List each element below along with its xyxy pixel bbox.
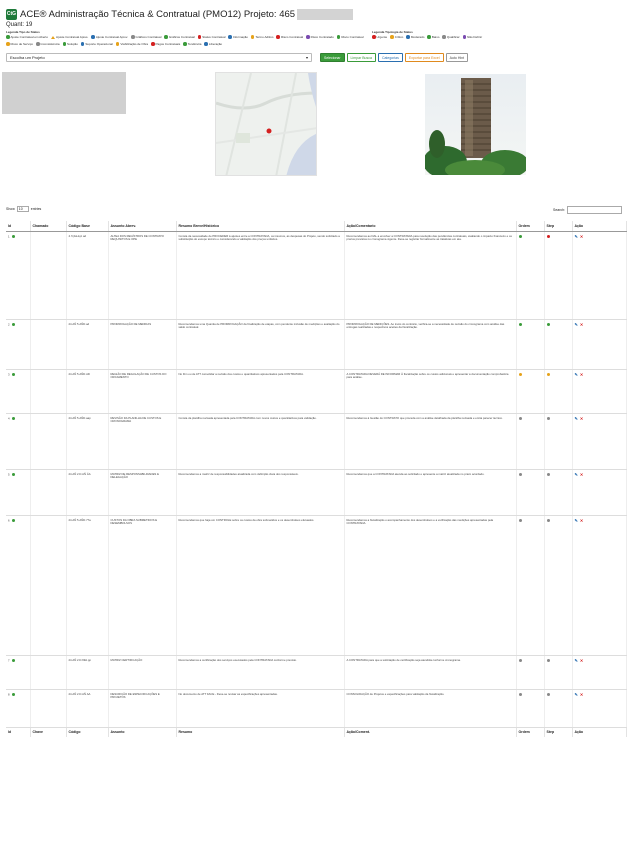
edit-icon[interactable]: ✎: [574, 657, 578, 663]
page-header: [6, 8, 353, 20]
project-select[interactable]: [6, 53, 312, 62]
legend-marker-icon: [81, 42, 85, 46]
legend-label: Ajuste Contratual Aprov.: [95, 35, 129, 39]
resumo-cell: Recomendamos a certificação dos serviços executados pela CONTRATADA conforme previsto.: [176, 655, 344, 689]
legend-marker-icon: [442, 35, 446, 39]
legend-item: [6, 35, 48, 39]
legend-marker-icon: [276, 35, 280, 39]
map-graphic: [216, 73, 317, 176]
ordem-cell: [516, 231, 544, 319]
status-indicator-icon: [519, 659, 523, 663]
actions-cell: [572, 655, 626, 689]
delete-icon[interactable]: ✕: [579, 321, 584, 327]
ordem-cell: [516, 515, 544, 655]
legend-label: Status Contratual: [202, 35, 226, 39]
delete-icon[interactable]: ✕: [579, 691, 584, 697]
entries-control: [6, 206, 41, 212]
page-title: ACE® Administração Técnica & Contratual (PMO12) Projeto: 465: [20, 8, 296, 20]
resumo-cell: No Fim ou de ATT consolidar a revisão dos custos e quantitativos apresentados pela CONTRATADA.: [176, 369, 344, 413]
status-indicator-icon: [519, 235, 523, 239]
status-indicator-icon: [547, 373, 551, 377]
legend-marker-icon: [198, 35, 202, 39]
edit-icon[interactable]: ✎: [574, 517, 578, 523]
status-indicator-icon: [547, 473, 551, 477]
status-indicator-icon: [547, 693, 551, 697]
legend-item: [390, 35, 403, 39]
status-dot-icon: [12, 659, 16, 663]
status-dot-icon: [12, 693, 16, 697]
row-id: 8: [8, 691, 10, 696]
categories-button[interactable]: Categorias: [378, 53, 403, 62]
code-cell: 24.AÑ 2.D.AÑ AA: [66, 689, 108, 727]
acao-cell: Recomendamos à Gestão do CONTRATO que proceda com a análise detalhada da planilha revisada e emita parecer técnico.: [344, 413, 516, 469]
legend-item: [427, 35, 439, 39]
legend-marker-icon: [116, 42, 120, 46]
clear-search-button[interactable]: Limpar Busca: [347, 53, 376, 62]
legend-label: Suporte Operacional: [85, 42, 113, 46]
step-cell: [544, 231, 572, 319]
delete-icon[interactable]: ✕: [579, 415, 584, 421]
legend-item: [337, 35, 364, 39]
legend-item: [131, 35, 161, 39]
status-indicator-icon: [519, 323, 523, 327]
legend-marker-icon: [228, 35, 232, 39]
column-header[interactable]: Assunto Abrev.: [108, 221, 176, 231]
legend-marker-icon: [63, 42, 67, 46]
legend-label: Moderado: [410, 35, 425, 39]
delete-icon[interactable]: ✕: [579, 517, 584, 523]
legend-marker-icon: [91, 35, 95, 39]
edit-icon[interactable]: ✎: [574, 471, 578, 477]
ordem-cell: [516, 319, 544, 369]
legend-item: [251, 35, 274, 39]
legend-marker-icon: [131, 35, 135, 39]
legend-item: [228, 35, 248, 39]
footer-column-header: Ação/Coment.: [344, 727, 516, 737]
acao-cell: PRORROGAÇÃO DE MEDIÇÕES. Ao invés do contrário, verifica-se a necessidade de revisão do cronograma com análise das entregas realizadas e respectivos aceites da fiscalização.: [344, 319, 516, 369]
legend-item: [81, 42, 113, 46]
code-cell: 24.AÑ 5.AÑD.77a: [66, 515, 108, 655]
legend-label: Tendência: [187, 42, 202, 46]
row-id: 6: [8, 517, 10, 522]
footer-column-header: Ordem: [516, 727, 544, 737]
ticket-cell: [30, 469, 66, 515]
resumo-cell: No documento de ATT FACE - Deve-se revisar as especificações apresentadas.: [176, 689, 344, 727]
chevron-down-icon: ▾: [305, 55, 308, 60]
actions-cell: [572, 515, 626, 655]
legend-item: [442, 35, 459, 39]
table-row[interactable]: [6, 369, 626, 413]
legend-item: [164, 35, 194, 39]
actions-cell: [572, 319, 626, 369]
resumo-cell: Consta da necessidade de PROCEDER à ajustes entre a CONTRATADA, os insumos, as despesas do Projeto, sendo solicitado a substituição do escopo técnico e considerando a validação dos preços unitários.: [176, 231, 344, 319]
subject-cell: MATRIZ CERTIFICAÇÃO: [108, 655, 176, 689]
footer-column-header: Resumo: [176, 727, 344, 737]
status-indicator-icon: [519, 519, 523, 523]
status-dot-icon: [12, 519, 16, 523]
legend-label: Solução: [67, 42, 78, 46]
legend-label: Gráficos Contratual: [168, 35, 195, 39]
table-body: [6, 231, 626, 727]
legend-marker-icon: [390, 35, 394, 39]
legend-label: Baixo: [431, 35, 440, 39]
status-indicator-icon: [547, 235, 551, 239]
status-indicator-icon: [519, 473, 523, 477]
legend-item: [372, 35, 387, 39]
table-search: [553, 206, 622, 214]
building-graphic: [425, 74, 526, 175]
legend-item: [306, 35, 334, 39]
legend-item: [116, 42, 148, 46]
legend-marker-icon: [6, 35, 10, 39]
legend-item: [36, 42, 60, 46]
row-id: 3: [8, 371, 10, 376]
footer-column-header: Ação: [572, 727, 626, 737]
legend-item: [463, 35, 483, 39]
table-header: [6, 221, 626, 231]
column-header[interactable]: Chamado: [30, 221, 66, 231]
footer-column-header: Chave: [30, 727, 66, 737]
ordem-cell: [516, 413, 544, 469]
legend-label: Qualificar: [446, 35, 460, 39]
step-cell: [544, 515, 572, 655]
row-id: 5: [8, 471, 10, 476]
acao-cell: A CONTRATADA para que a solicitação de certificação seja atendida conforme cronograma.: [344, 655, 516, 689]
quantity-label: Quant: 19: [6, 22, 33, 28]
row-id: 1: [8, 233, 10, 238]
legend-item: [63, 42, 78, 46]
code-cell: 24.AÑ 5.AÑD.ad: [66, 319, 108, 369]
actions-cell: [572, 689, 626, 727]
step-cell: [544, 319, 572, 369]
entries-select[interactable]: 10: [17, 206, 29, 212]
legend-item: [276, 35, 303, 39]
step-cell: [544, 689, 572, 727]
search-input[interactable]: [567, 206, 622, 214]
footer-column-header: Step: [544, 727, 572, 737]
row-id-cell: [6, 655, 30, 689]
legend-marker-icon: [251, 35, 255, 39]
legend-label: Gráficos Contratual: [135, 35, 162, 39]
actions-cell: [572, 469, 626, 515]
table-row[interactable]: [6, 413, 626, 469]
legend-label: Informação: [232, 35, 248, 39]
actions-cell: [572, 369, 626, 413]
legend-label: Termo Aditivo: [255, 35, 274, 39]
footer-column-header: Id: [6, 727, 30, 737]
status-indicator-icon: [547, 417, 551, 421]
status-type-legend: [6, 30, 366, 46]
edit-icon[interactable]: ✎: [574, 691, 578, 697]
legend-item: [183, 42, 201, 46]
legend-marker-icon: [151, 42, 155, 46]
legend-marker-icon: [306, 35, 310, 39]
delete-icon[interactable]: ✕: [579, 657, 584, 663]
legend-item: [6, 42, 33, 46]
redacted-image: [2, 72, 126, 114]
column-header[interactable]: Id: [6, 221, 30, 231]
delete-icon[interactable]: ✕: [579, 233, 584, 239]
legend-marker-icon: [6, 42, 10, 46]
status-indicator-icon: [547, 519, 551, 523]
entries-label-post: entries: [30, 207, 42, 211]
legend-marker-icon: [463, 35, 467, 39]
ticket-cell: [30, 689, 66, 727]
ordem-cell: [516, 689, 544, 727]
legend-item: [204, 42, 222, 46]
code-cell: 24.AÑ 2.D.99A.pp: [66, 655, 108, 689]
edit-icon[interactable]: ✎: [574, 415, 578, 421]
column-header[interactable]: Step: [544, 221, 572, 231]
table-footer: [6, 727, 626, 737]
resumo-cell: Consta da planilha revisada apresentada pela CONTRATADA com novos custos e quantitativos para validação.: [176, 413, 344, 469]
row-id-cell: [6, 515, 30, 655]
legend-label: Risco Contratual: [280, 35, 304, 39]
step-cell: [544, 469, 572, 515]
status-indicator-icon: [519, 693, 523, 697]
acao-cell: Recomendamos ao DAL a envolver a CONTRATADA para resolução das pendências contratuais, avaliando o impacto financeiro e os prazos previstos no cronograma vigente. Deve-se registrar formalmente as tratativas em ata.: [344, 231, 516, 319]
acao-cell: Recomendamos a fiscalização o acompanhamento dos desembolsos e a verificação das medições apresentadas pela CONTRATADA.: [344, 515, 516, 655]
auto-hint-button[interactable]: Auto Hint: [446, 53, 468, 62]
toolbar: [320, 53, 468, 62]
ticket-cell: [30, 413, 66, 469]
row-id: 2: [8, 321, 10, 326]
delete-icon[interactable]: ✕: [579, 471, 584, 477]
resumo-cell: Recomendamos uma Quantia de PRORROGAÇÃO da finalização de etapas, com pendente inclusão de medições e avaliação do saldo contratual.: [176, 319, 344, 369]
row-id-cell: [6, 689, 30, 727]
edit-icon[interactable]: ✎: [574, 321, 578, 327]
legend-marker-icon: [337, 35, 341, 39]
app-logo: CtG: [6, 9, 17, 20]
actions-cell: [572, 231, 626, 319]
subject-cell: ALTEA DOS REGÍSTROS DE CONTRATO REQUISITOS E OPE: [108, 231, 176, 319]
ticket-cell: [30, 515, 66, 655]
ticket-cell: [30, 369, 66, 413]
row-id-cell: [6, 369, 30, 413]
legend-marker-icon: [164, 35, 168, 39]
legend-marker-icon: [183, 42, 187, 46]
legend-marker-icon: [36, 42, 40, 46]
ordem-cell: [516, 655, 544, 689]
legend-label: Crítico: [394, 35, 404, 39]
column-header[interactable]: Ação/Comentario: [344, 221, 516, 231]
code-cell: 24.AÑ 5.AÑD.AD: [66, 369, 108, 413]
acao-cell: A CONTRATADA DEVERÁ DE INFORMAR À fiscalização sobre os custos adicionais e apresentar a documentação comprobatória para análise.: [344, 369, 516, 413]
subject-cell: MATRIZ DE RESPONSABILIDADES E DELEGAÇÃO: [108, 469, 176, 515]
resumo-cell: Recomendamos a matriz de responsabilidades atualizada com definição clara dos responsáveis.: [176, 469, 344, 515]
table-row[interactable]: [6, 319, 626, 369]
status-dot-icon: [12, 417, 16, 421]
legend-title: Legenda Tipo de Status: [6, 30, 40, 34]
legend-item: [198, 35, 226, 39]
ordem-cell: [516, 469, 544, 515]
subject-cell: DESCRIÇÃO DE ESPECIFICAÇÕES E PROJETOS: [108, 689, 176, 727]
table-row[interactable]: [6, 655, 626, 689]
legend-marker-icon: [51, 36, 55, 39]
entries-label: Show: [6, 207, 15, 211]
edit-icon[interactable]: ✎: [574, 233, 578, 239]
resumo-cell: Recomendamos que haja um CONTROLE sobre os custos da obra submetidos e os desembolsos efetuados.: [176, 515, 344, 655]
subject-cell: PRORROGAÇÃO DE MEDIDAS: [108, 319, 176, 369]
ticket-cell: [30, 319, 66, 369]
actions-cell: [572, 413, 626, 469]
acao-cell: CONSOLIDAÇÃO de Projetos e especificações para validação da fiscalização.: [344, 689, 516, 727]
subject-cell: REVISÃO DA PLANILHA DE CUSTOS E CRONOGRAMA: [108, 413, 176, 469]
location-map[interactable]: [215, 72, 317, 176]
table-row[interactable]: [6, 515, 626, 655]
status-dot-icon: [12, 373, 16, 377]
legend-item: [151, 42, 180, 46]
legend-label: Urgente: [376, 35, 388, 39]
ticket-cell: [30, 231, 66, 319]
delete-icon[interactable]: ✕: [579, 371, 584, 377]
row-id-cell: [6, 413, 30, 469]
legend-marker-icon: [427, 35, 431, 39]
legend-label: Risco Contratual: [341, 35, 364, 39]
table-row[interactable]: [6, 689, 626, 727]
legend-label: Viabilização de Obra: [120, 42, 149, 46]
status-typology-legend: [372, 30, 532, 39]
legend-label: Liberação: [208, 42, 223, 46]
legend-items: [6, 35, 366, 46]
row-id-cell: [6, 469, 30, 515]
column-header[interactable]: Código Base: [66, 221, 108, 231]
legend-label: Pagos Contratuais: [155, 42, 181, 46]
search-label: Search:: [553, 208, 566, 212]
legend-item: [91, 35, 128, 39]
legend-label: Ajuste Contratual Apres.: [56, 35, 89, 39]
ordem-cell: [516, 369, 544, 413]
row-id: 7: [8, 657, 10, 662]
legend-label: Ajuste Contratual em Aberto: [10, 35, 49, 39]
status-dot-icon: [12, 473, 16, 477]
legend-marker-icon: [372, 35, 376, 39]
edit-icon[interactable]: ✎: [574, 371, 578, 377]
row-id: 4: [8, 415, 10, 420]
row-id-cell: [6, 319, 30, 369]
column-header[interactable]: Ação: [572, 221, 626, 231]
legend-item: [51, 35, 88, 39]
legend-label: Inconsistência: [40, 42, 60, 46]
status-indicator-icon: [547, 659, 551, 663]
column-header[interactable]: Ordem: [516, 221, 544, 231]
select-button[interactable]: Selecionar: [320, 53, 345, 62]
status-indicator-icon: [519, 417, 523, 421]
export-excel-button[interactable]: Exportar para Excel: [405, 53, 444, 62]
column-header[interactable]: Resumo Breve/Histórico: [176, 221, 344, 231]
ticket-cell: [30, 655, 66, 689]
status-dot-icon: [12, 235, 16, 239]
subject-cell: REGIÃO DE REGULAÇÃO DE CUSTOS DO ORCAMENTO: [108, 369, 176, 413]
code-cell: 24.AÑ 5.AÑD.aap: [66, 413, 108, 469]
legend-label: Não Definir: [467, 35, 483, 39]
status-dot-icon: [12, 323, 16, 327]
footer-column-header: Código: [66, 727, 108, 737]
status-indicator-icon: [547, 323, 551, 327]
legend-label: Risco de Serviço: [10, 42, 34, 46]
table-row[interactable]: [6, 231, 626, 319]
step-cell: [544, 413, 572, 469]
code-cell: 4.7çôâ.êçó ad: [66, 231, 108, 319]
project-building-image: [425, 74, 526, 175]
step-cell: [544, 369, 572, 413]
subject-cell: CUSTOS DA OBRA SUBMETIDOS E DESEMBOLSOS: [108, 515, 176, 655]
step-cell: [544, 655, 572, 689]
map-pin-icon: [267, 129, 272, 134]
footer-column-header: Assunto: [108, 727, 176, 737]
code-cell: 24.AÑ 2.D.AÑ ÁA: [66, 469, 108, 515]
legend-title: Legenda Tipologia de Status: [372, 30, 413, 34]
table-row[interactable]: [6, 469, 626, 515]
legend-marker-icon: [406, 35, 410, 39]
status-indicator-icon: [519, 373, 523, 377]
project-select-value: Escolha um Projeto: [10, 55, 45, 60]
redacted-project-name: [297, 9, 353, 20]
legend-marker-icon: [204, 42, 208, 46]
acao-cell: Recomendamos que a CONTRATADA atenda ao solicitado e apresente a matriz atualizada no prazo acordado.: [344, 469, 516, 515]
legend-items: [372, 35, 532, 39]
legend-item: [406, 35, 424, 39]
legend-label: Risco Contratado: [310, 35, 334, 39]
row-id-cell: [6, 231, 30, 319]
data-table: [6, 221, 627, 737]
